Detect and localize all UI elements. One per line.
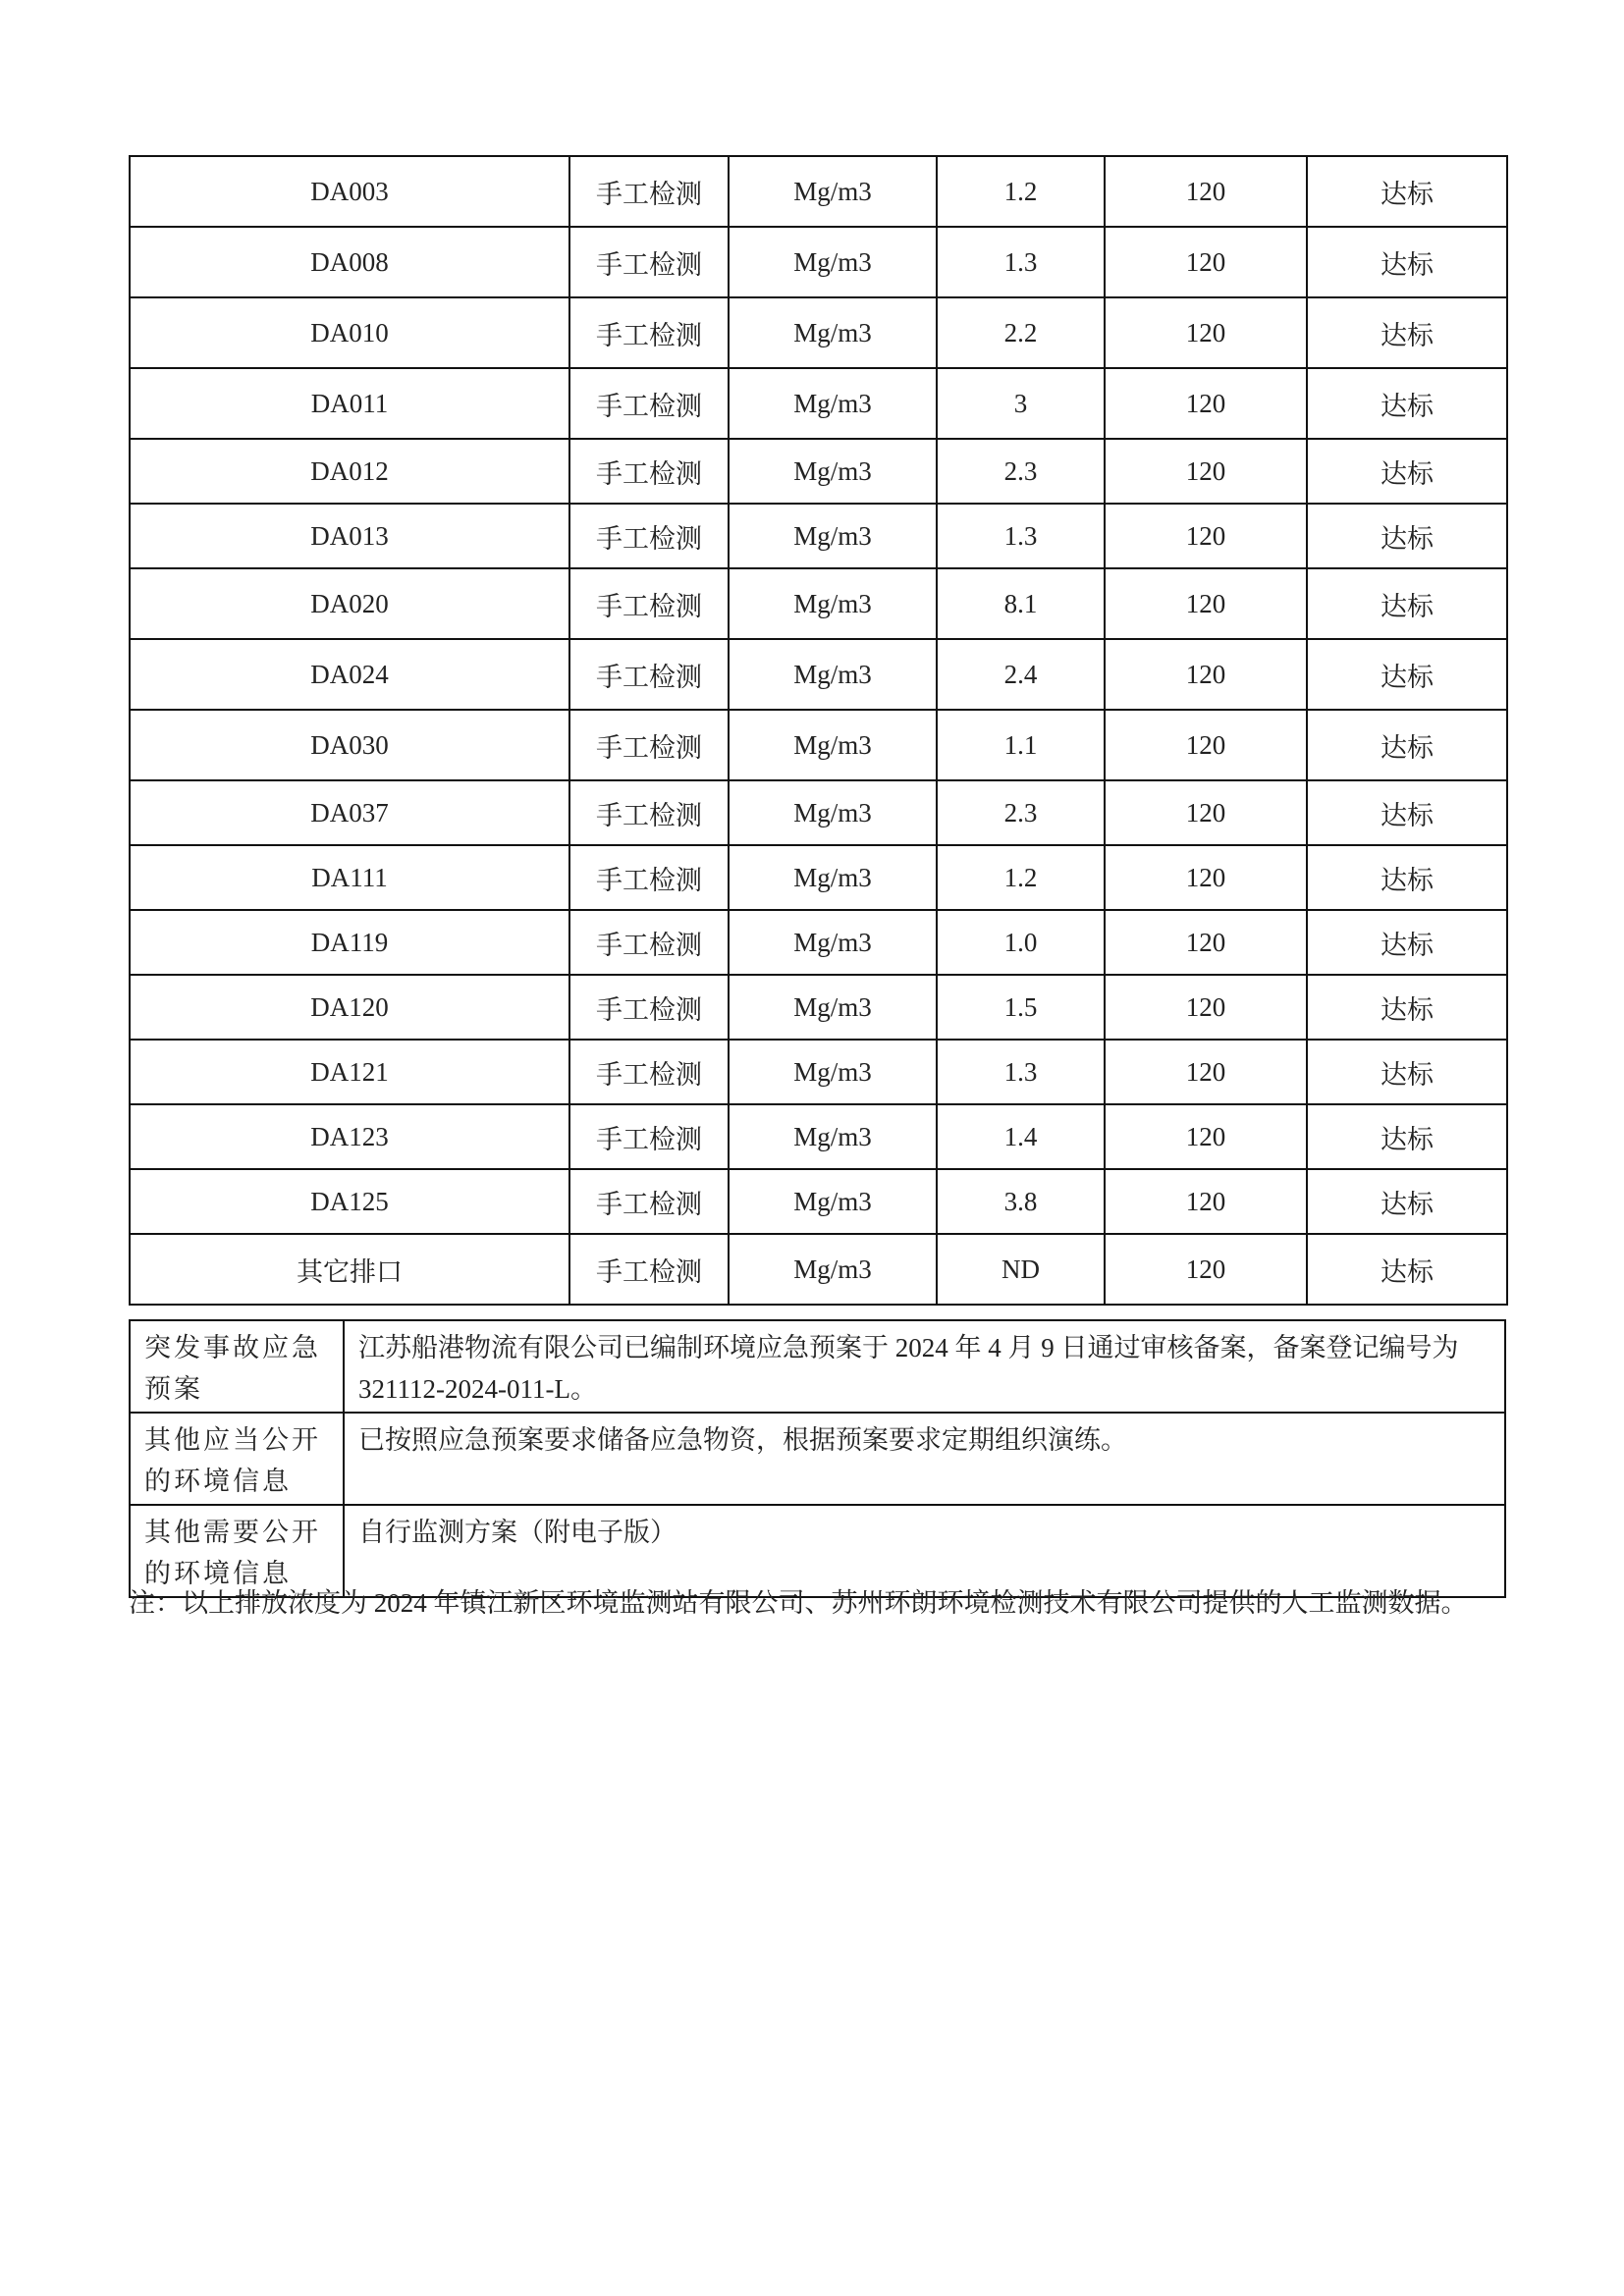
table-cell: 120 bbox=[1105, 639, 1307, 710]
table-cell: Mg/m3 bbox=[729, 1234, 937, 1305]
table-cell: 手工检测 bbox=[569, 845, 729, 910]
table-cell: DA003 bbox=[130, 156, 569, 227]
table-cell: 120 bbox=[1105, 1040, 1307, 1104]
table-cell: 120 bbox=[1105, 910, 1307, 975]
table-cell: 达标 bbox=[1307, 1040, 1507, 1104]
table-cell: Mg/m3 bbox=[729, 710, 937, 780]
table-cell: 达标 bbox=[1307, 227, 1507, 297]
info-row bbox=[130, 1320, 1505, 1413]
table-cell: 手工检测 bbox=[569, 1234, 729, 1305]
table-cell: 达标 bbox=[1307, 439, 1507, 504]
table-cell: 达标 bbox=[1307, 568, 1507, 639]
table-cell: 120 bbox=[1105, 368, 1307, 439]
table-row bbox=[130, 297, 1507, 368]
table-cell: Mg/m3 bbox=[729, 439, 937, 504]
table-cell: DA012 bbox=[130, 439, 569, 504]
table-cell: 达标 bbox=[1307, 368, 1507, 439]
table-cell: DA024 bbox=[130, 639, 569, 710]
table-cell: 达标 bbox=[1307, 845, 1507, 910]
table-cell: DA121 bbox=[130, 1040, 569, 1104]
info-label: 突发事故应急预案 bbox=[130, 1320, 344, 1413]
table-cell: 120 bbox=[1105, 1234, 1307, 1305]
table-cell: Mg/m3 bbox=[729, 1040, 937, 1104]
table-cell: Mg/m3 bbox=[729, 1169, 937, 1234]
table-cell: 1.3 bbox=[937, 1040, 1105, 1104]
info-text: 自行监测方案（附电子版） bbox=[344, 1505, 1505, 1597]
table-cell: 手工检测 bbox=[569, 710, 729, 780]
table-cell: 120 bbox=[1105, 504, 1307, 568]
table-cell: 达标 bbox=[1307, 1169, 1507, 1234]
table-cell: 手工检测 bbox=[569, 1104, 729, 1169]
table-cell: Mg/m3 bbox=[729, 227, 937, 297]
table-cell: DA125 bbox=[130, 1169, 569, 1234]
table-cell: Mg/m3 bbox=[729, 910, 937, 975]
table-cell: Mg/m3 bbox=[729, 780, 937, 845]
table-cell: 手工检测 bbox=[569, 639, 729, 710]
table-cell: 手工检测 bbox=[569, 504, 729, 568]
table-row bbox=[130, 910, 1507, 975]
table-cell: 达标 bbox=[1307, 975, 1507, 1040]
table-row bbox=[130, 710, 1507, 780]
table-cell: DA120 bbox=[130, 975, 569, 1040]
table-row bbox=[130, 368, 1507, 439]
table-cell: 手工检测 bbox=[569, 297, 729, 368]
table-row bbox=[130, 845, 1507, 910]
table-cell: Mg/m3 bbox=[729, 297, 937, 368]
table-cell: 达标 bbox=[1307, 156, 1507, 227]
table-cell: 达标 bbox=[1307, 780, 1507, 845]
table-cell: 达标 bbox=[1307, 910, 1507, 975]
table-cell: Mg/m3 bbox=[729, 568, 937, 639]
table-cell: 120 bbox=[1105, 710, 1307, 780]
table-cell: 2.4 bbox=[937, 639, 1105, 710]
table-cell: 手工检测 bbox=[569, 439, 729, 504]
table-cell: 120 bbox=[1105, 227, 1307, 297]
table-cell: 2.3 bbox=[937, 780, 1105, 845]
table-cell: 1.5 bbox=[937, 975, 1105, 1040]
table-row bbox=[130, 1234, 1507, 1305]
table-cell: 1.2 bbox=[937, 845, 1105, 910]
table-cell: 达标 bbox=[1307, 297, 1507, 368]
table-cell: 手工检测 bbox=[569, 368, 729, 439]
table-cell: 120 bbox=[1105, 845, 1307, 910]
table-cell: DA111 bbox=[130, 845, 569, 910]
table-cell: 其它排口 bbox=[130, 1234, 569, 1305]
table-cell: 手工检测 bbox=[569, 780, 729, 845]
table-row bbox=[130, 639, 1507, 710]
table-cell: 1.4 bbox=[937, 1104, 1105, 1169]
table-cell: 120 bbox=[1105, 975, 1307, 1040]
table-row bbox=[130, 504, 1507, 568]
table-cell: DA010 bbox=[130, 297, 569, 368]
table-cell: 120 bbox=[1105, 156, 1307, 227]
table-cell: 手工检测 bbox=[569, 1040, 729, 1104]
table-row bbox=[130, 227, 1507, 297]
table-cell: 1.2 bbox=[937, 156, 1105, 227]
table-cell: 手工检测 bbox=[569, 156, 729, 227]
table-cell: 120 bbox=[1105, 1104, 1307, 1169]
table-cell: 3 bbox=[937, 368, 1105, 439]
info-label: 其他应当公开的环境信息 bbox=[130, 1413, 344, 1505]
info-table bbox=[129, 1319, 1506, 1598]
table-cell: 达标 bbox=[1307, 1104, 1507, 1169]
table-row bbox=[130, 975, 1507, 1040]
table-row bbox=[130, 1169, 1507, 1234]
info-text: 已按照应急预案要求储备应急物资，根据预案要求定期组织演练。 bbox=[344, 1413, 1505, 1505]
table-cell: 手工检测 bbox=[569, 910, 729, 975]
table-cell: DA119 bbox=[130, 910, 569, 975]
table-cell: DA030 bbox=[130, 710, 569, 780]
table-cell: DA123 bbox=[130, 1104, 569, 1169]
table-cell: Mg/m3 bbox=[729, 504, 937, 568]
info-row bbox=[130, 1413, 1505, 1505]
emission-table bbox=[129, 155, 1508, 1306]
table-cell: 手工检测 bbox=[569, 568, 729, 639]
table-cell: 1.3 bbox=[937, 504, 1105, 568]
table-cell: 达标 bbox=[1307, 504, 1507, 568]
table-cell: 120 bbox=[1105, 297, 1307, 368]
table-cell: 2.3 bbox=[937, 439, 1105, 504]
info-label: 其他需要公开的环境信息 bbox=[130, 1505, 344, 1597]
table-row bbox=[130, 156, 1507, 227]
info-text: 江苏船港物流有限公司已编制环境应急预案于 2024 年 4 月 9 日通过审核备案，备案登记编号为 321112-2024-011-L。 bbox=[344, 1320, 1505, 1413]
table-cell: Mg/m3 bbox=[729, 156, 937, 227]
table-cell: ND bbox=[937, 1234, 1105, 1305]
table-cell: 8.1 bbox=[937, 568, 1105, 639]
table-cell: DA020 bbox=[130, 568, 569, 639]
table-row bbox=[130, 568, 1507, 639]
table-cell: 120 bbox=[1105, 1169, 1307, 1234]
table-row bbox=[130, 780, 1507, 845]
table-cell: DA013 bbox=[130, 504, 569, 568]
table-cell: 3.8 bbox=[937, 1169, 1105, 1234]
table-cell: 120 bbox=[1105, 568, 1307, 639]
table-cell: 1.0 bbox=[937, 910, 1105, 975]
table-cell: 达标 bbox=[1307, 639, 1507, 710]
table-cell: 手工检测 bbox=[569, 227, 729, 297]
table-cell: 手工检测 bbox=[569, 1169, 729, 1234]
table-row bbox=[130, 439, 1507, 504]
footnote: 注：以上排放浓度为 2024 年镇江新区环境监测站有限公司、苏州环朗环境检测技术有限公司提供的人工监测数据。 bbox=[129, 1588, 1468, 1618]
table-cell: 120 bbox=[1105, 780, 1307, 845]
table-cell: 达标 bbox=[1307, 710, 1507, 780]
table-cell: Mg/m3 bbox=[729, 975, 937, 1040]
table-row bbox=[130, 1040, 1507, 1104]
table-cell: DA037 bbox=[130, 780, 569, 845]
table-cell: 1.1 bbox=[937, 710, 1105, 780]
table-cell: DA011 bbox=[130, 368, 569, 439]
table-cell: 2.2 bbox=[937, 297, 1105, 368]
table-cell: 1.3 bbox=[937, 227, 1105, 297]
table-cell: 手工检测 bbox=[569, 975, 729, 1040]
table-cell: DA008 bbox=[130, 227, 569, 297]
table-cell: 达标 bbox=[1307, 1234, 1507, 1305]
table-cell: 120 bbox=[1105, 439, 1307, 504]
table-row bbox=[130, 1104, 1507, 1169]
table-cell: Mg/m3 bbox=[729, 845, 937, 910]
table-cell: Mg/m3 bbox=[729, 639, 937, 710]
table-cell: Mg/m3 bbox=[729, 1104, 937, 1169]
table-cell: Mg/m3 bbox=[729, 368, 937, 439]
